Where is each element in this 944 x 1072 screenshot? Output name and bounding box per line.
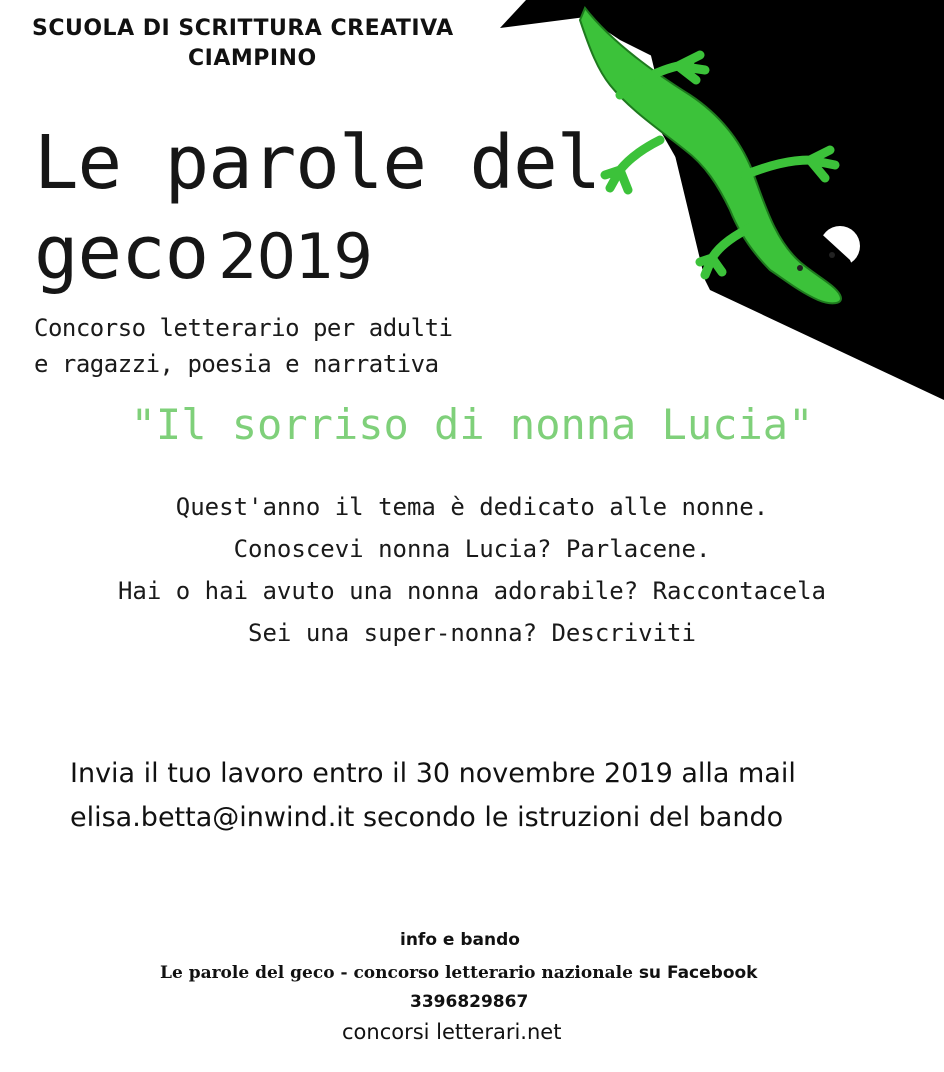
website-text: concorsi letterari.net bbox=[342, 1020, 562, 1044]
info-label: info e bando bbox=[400, 930, 520, 950]
title-line-2 bbox=[34, 208, 600, 302]
theme-description bbox=[0, 486, 944, 654]
description-line: Sei una super-nonna? Descriviti bbox=[248, 619, 696, 647]
contest-theme: "Il sorriso di nonna Lucia" bbox=[130, 400, 814, 449]
subtitle-line-1: Concorso letterario per adulti bbox=[34, 314, 453, 342]
description-line: Hai o hai avuto una nonna adorabile? Raccontacela bbox=[117, 577, 826, 605]
facebook-word: su Facebook bbox=[638, 963, 758, 983]
contest-subtitle bbox=[34, 310, 452, 382]
school-name bbox=[32, 14, 502, 74]
school-line-1: SCUOLA DI SCRITTURA CREATIVA bbox=[32, 16, 454, 41]
school-line-2: CIAMPINO bbox=[188, 46, 317, 71]
subtitle-line-2: e ragazzi, poesia e narrativa bbox=[34, 350, 439, 378]
phone-number: 3396829867 bbox=[410, 992, 529, 1012]
page-title bbox=[34, 118, 600, 302]
facebook-reference bbox=[160, 963, 757, 983]
title-year: 2019 bbox=[218, 220, 373, 293]
facebook-page-name: Le parole del geco - concorso letterario nazionale bbox=[160, 963, 639, 983]
submission-instructions bbox=[70, 752, 940, 840]
description-line: Conoscevi nonna Lucia? Parlacene. bbox=[233, 535, 711, 563]
title-line-1: Le parole del bbox=[34, 120, 601, 206]
invite-line-1: Invia il tuo lavoro entro il 30 novembre 2019 alla mail bbox=[70, 758, 796, 789]
invite-line-2: elisa.betta@inwind.it secondo le istruzioni del bando bbox=[70, 802, 784, 833]
description-line: Quest'anno il tema è dedicato alle nonne. bbox=[175, 493, 769, 521]
title-word-geco: geco bbox=[34, 210, 209, 296]
